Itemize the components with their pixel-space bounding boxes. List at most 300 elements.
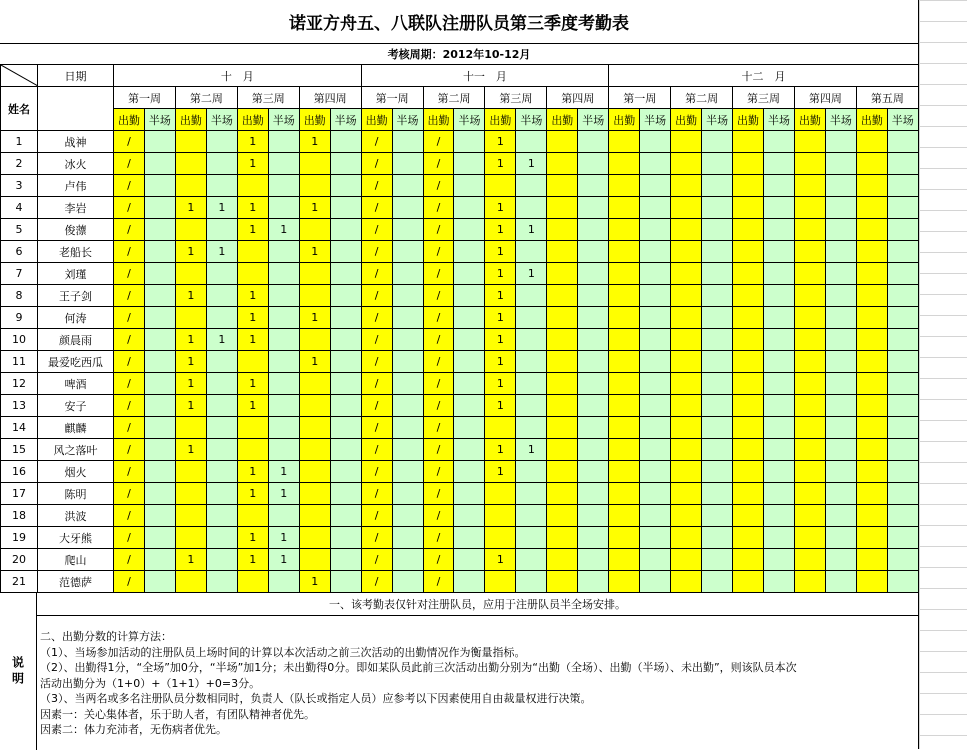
attendance-cell[interactable] (454, 505, 485, 527)
attendance-cell[interactable] (825, 219, 856, 241)
attendance-cell[interactable] (764, 505, 795, 527)
attendance-cell[interactable] (609, 263, 640, 285)
attendance-cell[interactable] (268, 395, 299, 417)
attendance-cell[interactable] (144, 571, 175, 593)
attendance-cell[interactable] (516, 461, 547, 483)
attendance-cell[interactable] (516, 395, 547, 417)
attendance-cell[interactable]: 1 (237, 219, 268, 241)
attendance-cell[interactable] (454, 241, 485, 263)
attendance-cell[interactable] (887, 483, 918, 505)
attendance-cell[interactable] (640, 307, 671, 329)
attendance-cell[interactable] (825, 505, 856, 527)
attendance-cell[interactable] (856, 197, 887, 219)
attendance-cell[interactable] (764, 197, 795, 219)
attendance-cell[interactable] (609, 241, 640, 263)
attendance-cell[interactable] (794, 219, 825, 241)
attendance-cell[interactable] (702, 285, 733, 307)
attendance-cell[interactable] (733, 351, 764, 373)
attendance-cell[interactable] (764, 307, 795, 329)
attendance-cell[interactable] (268, 417, 299, 439)
attendance-cell[interactable] (702, 153, 733, 175)
attendance-cell[interactable] (671, 307, 702, 329)
attendance-cell[interactable]: / (423, 241, 454, 263)
attendance-cell[interactable] (609, 527, 640, 549)
attendance-cell[interactable] (485, 571, 516, 593)
attendance-cell[interactable] (268, 241, 299, 263)
attendance-cell[interactable] (330, 329, 361, 351)
attendance-cell[interactable] (454, 417, 485, 439)
attendance-cell[interactable] (609, 329, 640, 351)
attendance-cell[interactable] (392, 549, 423, 571)
attendance-cell[interactable]: 1 (485, 461, 516, 483)
attendance-cell[interactable]: / (361, 395, 392, 417)
attendance-cell[interactable] (547, 175, 578, 197)
attendance-cell[interactable] (702, 439, 733, 461)
attendance-cell[interactable]: / (114, 307, 145, 329)
attendance-cell[interactable] (144, 285, 175, 307)
attendance-cell[interactable] (299, 549, 330, 571)
attendance-cell[interactable] (764, 373, 795, 395)
attendance-cell[interactable] (640, 197, 671, 219)
attendance-cell[interactable] (856, 395, 887, 417)
attendance-cell[interactable] (702, 131, 733, 153)
attendance-cell[interactable] (887, 373, 918, 395)
attendance-cell[interactable]: / (361, 461, 392, 483)
attendance-cell[interactable] (237, 571, 268, 593)
attendance-cell[interactable] (206, 131, 237, 153)
attendance-cell[interactable] (516, 329, 547, 351)
attendance-cell[interactable] (887, 461, 918, 483)
attendance-cell[interactable] (702, 175, 733, 197)
member-name[interactable]: 刘瑾 (38, 263, 114, 285)
attendance-cell[interactable] (175, 461, 206, 483)
attendance-cell[interactable] (887, 153, 918, 175)
attendance-cell[interactable] (794, 329, 825, 351)
attendance-cell[interactable] (175, 263, 206, 285)
attendance-cell[interactable] (764, 285, 795, 307)
attendance-cell[interactable] (733, 263, 764, 285)
attendance-cell[interactable]: 1 (237, 153, 268, 175)
attendance-cell[interactable] (206, 219, 237, 241)
attendance-cell[interactable] (392, 351, 423, 373)
attendance-cell[interactable] (547, 351, 578, 373)
attendance-cell[interactable] (516, 285, 547, 307)
attendance-cell[interactable]: 1 (485, 395, 516, 417)
attendance-cell[interactable] (856, 131, 887, 153)
attendance-cell[interactable] (609, 285, 640, 307)
attendance-cell[interactable] (454, 527, 485, 549)
attendance-cell[interactable] (206, 175, 237, 197)
attendance-cell[interactable] (268, 571, 299, 593)
attendance-cell[interactable] (454, 131, 485, 153)
attendance-cell[interactable] (516, 241, 547, 263)
attendance-cell[interactable]: / (114, 263, 145, 285)
attendance-cell[interactable] (268, 329, 299, 351)
attendance-cell[interactable] (794, 175, 825, 197)
attendance-cell[interactable] (454, 175, 485, 197)
attendance-cell[interactable] (640, 285, 671, 307)
attendance-cell[interactable] (640, 505, 671, 527)
attendance-cell[interactable] (299, 175, 330, 197)
attendance-cell[interactable]: 1 (516, 263, 547, 285)
attendance-cell[interactable] (856, 175, 887, 197)
attendance-cell[interactable] (144, 505, 175, 527)
attendance-cell[interactable]: 1 (299, 571, 330, 593)
attendance-cell[interactable] (206, 351, 237, 373)
attendance-cell[interactable] (609, 439, 640, 461)
attendance-cell[interactable] (454, 483, 485, 505)
attendance-cell[interactable] (144, 219, 175, 241)
attendance-cell[interactable] (702, 417, 733, 439)
attendance-cell[interactable]: 1 (485, 153, 516, 175)
attendance-cell[interactable]: / (114, 153, 145, 175)
attendance-cell[interactable]: 1 (175, 373, 206, 395)
attendance-cell[interactable]: 1 (516, 439, 547, 461)
attendance-cell[interactable]: / (361, 439, 392, 461)
attendance-cell[interactable]: 1 (175, 439, 206, 461)
member-name[interactable]: 卢伟 (38, 175, 114, 197)
attendance-cell[interactable]: 1 (516, 153, 547, 175)
attendance-cell[interactable] (392, 527, 423, 549)
attendance-cell[interactable]: / (361, 505, 392, 527)
attendance-cell[interactable] (640, 219, 671, 241)
attendance-cell[interactable] (454, 285, 485, 307)
attendance-cell[interactable] (825, 131, 856, 153)
member-name[interactable]: 风之落叶 (38, 439, 114, 461)
attendance-cell[interactable] (144, 351, 175, 373)
attendance-cell[interactable]: 1 (237, 549, 268, 571)
attendance-cell[interactable] (640, 549, 671, 571)
attendance-cell[interactable]: / (114, 351, 145, 373)
attendance-cell[interactable] (733, 241, 764, 263)
attendance-cell[interactable] (856, 285, 887, 307)
attendance-cell[interactable] (671, 351, 702, 373)
attendance-cell[interactable]: / (423, 263, 454, 285)
attendance-cell[interactable]: / (361, 219, 392, 241)
attendance-cell[interactable]: / (423, 131, 454, 153)
attendance-cell[interactable] (856, 219, 887, 241)
attendance-cell[interactable] (454, 197, 485, 219)
attendance-cell[interactable] (764, 241, 795, 263)
attendance-cell[interactable] (330, 461, 361, 483)
attendance-cell[interactable]: 1 (485, 263, 516, 285)
attendance-cell[interactable] (702, 483, 733, 505)
attendance-cell[interactable] (268, 307, 299, 329)
attendance-cell[interactable] (144, 241, 175, 263)
attendance-cell[interactable] (671, 549, 702, 571)
attendance-cell[interactable] (547, 417, 578, 439)
attendance-cell[interactable] (733, 505, 764, 527)
attendance-cell[interactable]: 1 (299, 307, 330, 329)
attendance-cell[interactable] (856, 505, 887, 527)
attendance-cell[interactable]: 1 (268, 549, 299, 571)
attendance-cell[interactable] (856, 329, 887, 351)
attendance-cell[interactable] (516, 175, 547, 197)
attendance-cell[interactable] (392, 285, 423, 307)
attendance-cell[interactable] (330, 351, 361, 373)
attendance-cell[interactable] (299, 439, 330, 461)
attendance-cell[interactable]: 1 (485, 549, 516, 571)
attendance-cell[interactable] (825, 241, 856, 263)
attendance-cell[interactable] (392, 307, 423, 329)
attendance-cell[interactable] (671, 527, 702, 549)
attendance-cell[interactable] (299, 417, 330, 439)
attendance-cell[interactable] (392, 197, 423, 219)
attendance-cell[interactable]: / (423, 219, 454, 241)
attendance-cell[interactable] (454, 549, 485, 571)
member-name[interactable]: 老船长 (38, 241, 114, 263)
attendance-cell[interactable] (299, 263, 330, 285)
attendance-cell[interactable] (609, 395, 640, 417)
attendance-cell[interactable] (794, 263, 825, 285)
attendance-cell[interactable]: 1 (299, 131, 330, 153)
attendance-cell[interactable] (609, 373, 640, 395)
attendance-cell[interactable]: 1 (175, 241, 206, 263)
attendance-cell[interactable] (671, 571, 702, 593)
member-name[interactable]: 战神 (38, 131, 114, 153)
attendance-cell[interactable] (578, 483, 609, 505)
attendance-cell[interactable] (392, 417, 423, 439)
attendance-cell[interactable]: 1 (485, 285, 516, 307)
attendance-cell[interactable] (764, 131, 795, 153)
attendance-cell[interactable]: / (114, 175, 145, 197)
attendance-cell[interactable] (206, 395, 237, 417)
attendance-cell[interactable]: / (361, 197, 392, 219)
attendance-cell[interactable] (794, 373, 825, 395)
attendance-cell[interactable] (609, 307, 640, 329)
attendance-cell[interactable] (330, 395, 361, 417)
attendance-cell[interactable] (144, 329, 175, 351)
attendance-cell[interactable] (206, 373, 237, 395)
attendance-cell[interactable] (547, 505, 578, 527)
attendance-cell[interactable] (237, 263, 268, 285)
attendance-cell[interactable] (794, 241, 825, 263)
attendance-cell[interactable] (268, 131, 299, 153)
attendance-cell[interactable] (485, 505, 516, 527)
attendance-cell[interactable] (547, 131, 578, 153)
attendance-cell[interactable] (454, 219, 485, 241)
attendance-cell[interactable]: / (361, 527, 392, 549)
attendance-cell[interactable] (825, 417, 856, 439)
member-name[interactable]: 大牙熊 (38, 527, 114, 549)
attendance-cell[interactable]: / (114, 219, 145, 241)
attendance-cell[interactable] (702, 461, 733, 483)
attendance-cell[interactable] (144, 153, 175, 175)
attendance-cell[interactable] (330, 527, 361, 549)
attendance-cell[interactable]: / (423, 285, 454, 307)
attendance-cell[interactable]: / (361, 483, 392, 505)
attendance-cell[interactable] (578, 241, 609, 263)
attendance-cell[interactable] (640, 241, 671, 263)
attendance-cell[interactable] (764, 219, 795, 241)
attendance-cell[interactable] (268, 263, 299, 285)
attendance-cell[interactable] (206, 285, 237, 307)
attendance-cell[interactable] (640, 329, 671, 351)
attendance-cell[interactable] (578, 175, 609, 197)
attendance-cell[interactable]: / (423, 461, 454, 483)
attendance-cell[interactable] (764, 527, 795, 549)
attendance-cell[interactable] (856, 153, 887, 175)
attendance-cell[interactable] (887, 197, 918, 219)
attendance-cell[interactable] (671, 373, 702, 395)
attendance-cell[interactable] (764, 417, 795, 439)
attendance-cell[interactable]: / (361, 263, 392, 285)
attendance-cell[interactable] (702, 263, 733, 285)
attendance-cell[interactable]: / (114, 505, 145, 527)
attendance-cell[interactable]: / (423, 527, 454, 549)
attendance-cell[interactable] (206, 461, 237, 483)
attendance-cell[interactable] (516, 131, 547, 153)
attendance-cell[interactable] (516, 549, 547, 571)
attendance-cell[interactable]: / (361, 131, 392, 153)
attendance-cell[interactable]: / (423, 307, 454, 329)
attendance-cell[interactable]: 1 (299, 197, 330, 219)
attendance-cell[interactable] (794, 439, 825, 461)
attendance-cell[interactable] (516, 505, 547, 527)
attendance-cell[interactable]: 1 (485, 329, 516, 351)
attendance-cell[interactable]: / (114, 395, 145, 417)
attendance-cell[interactable] (609, 483, 640, 505)
attendance-cell[interactable]: 1 (175, 549, 206, 571)
attendance-cell[interactable] (671, 395, 702, 417)
attendance-cell[interactable] (825, 439, 856, 461)
attendance-cell[interactable]: / (423, 439, 454, 461)
attendance-cell[interactable] (702, 219, 733, 241)
attendance-cell[interactable] (268, 285, 299, 307)
attendance-cell[interactable]: 1 (268, 527, 299, 549)
attendance-cell[interactable] (268, 153, 299, 175)
attendance-cell[interactable] (485, 175, 516, 197)
attendance-cell[interactable] (547, 549, 578, 571)
attendance-cell[interactable] (733, 197, 764, 219)
attendance-cell[interactable]: 1 (175, 351, 206, 373)
attendance-cell[interactable] (794, 549, 825, 571)
attendance-cell[interactable] (702, 351, 733, 373)
attendance-cell[interactable] (825, 483, 856, 505)
attendance-cell[interactable]: 1 (299, 241, 330, 263)
attendance-cell[interactable] (856, 241, 887, 263)
attendance-cell[interactable] (330, 505, 361, 527)
attendance-cell[interactable] (206, 439, 237, 461)
member-name[interactable]: 烟火 (38, 461, 114, 483)
attendance-cell[interactable] (887, 241, 918, 263)
attendance-cell[interactable]: / (114, 549, 145, 571)
attendance-cell[interactable]: / (423, 549, 454, 571)
attendance-cell[interactable] (206, 263, 237, 285)
attendance-cell[interactable] (578, 263, 609, 285)
attendance-cell[interactable]: 1 (237, 395, 268, 417)
attendance-cell[interactable]: / (114, 439, 145, 461)
attendance-cell[interactable] (702, 505, 733, 527)
attendance-cell[interactable] (733, 461, 764, 483)
attendance-cell[interactable] (702, 329, 733, 351)
attendance-cell[interactable] (175, 505, 206, 527)
attendance-cell[interactable] (330, 307, 361, 329)
attendance-cell[interactable] (887, 571, 918, 593)
attendance-cell[interactable] (764, 153, 795, 175)
attendance-cell[interactable]: / (361, 175, 392, 197)
attendance-cell[interactable] (887, 351, 918, 373)
attendance-cell[interactable] (547, 219, 578, 241)
attendance-cell[interactable] (454, 395, 485, 417)
attendance-cell[interactable] (671, 219, 702, 241)
attendance-cell[interactable] (702, 527, 733, 549)
attendance-cell[interactable] (206, 153, 237, 175)
attendance-cell[interactable] (454, 373, 485, 395)
attendance-cell[interactable]: 1 (206, 329, 237, 351)
attendance-cell[interactable] (516, 483, 547, 505)
attendance-cell[interactable] (516, 527, 547, 549)
attendance-cell[interactable] (764, 175, 795, 197)
attendance-cell[interactable] (268, 175, 299, 197)
attendance-cell[interactable] (578, 417, 609, 439)
attendance-cell[interactable] (764, 549, 795, 571)
attendance-cell[interactable] (794, 307, 825, 329)
attendance-cell[interactable]: 1 (206, 241, 237, 263)
attendance-cell[interactable] (609, 175, 640, 197)
attendance-cell[interactable] (764, 329, 795, 351)
member-name[interactable]: 洪波 (38, 505, 114, 527)
attendance-cell[interactable]: / (114, 461, 145, 483)
attendance-cell[interactable] (764, 571, 795, 593)
attendance-cell[interactable] (454, 571, 485, 593)
attendance-cell[interactable] (794, 571, 825, 593)
attendance-cell[interactable] (764, 461, 795, 483)
attendance-cell[interactable] (578, 527, 609, 549)
member-name[interactable]: 最爱吃西瓜 (38, 351, 114, 373)
attendance-cell[interactable] (299, 461, 330, 483)
attendance-cell[interactable] (547, 285, 578, 307)
attendance-cell[interactable] (856, 527, 887, 549)
attendance-cell[interactable] (794, 197, 825, 219)
attendance-cell[interactable] (578, 197, 609, 219)
attendance-cell[interactable]: / (114, 197, 145, 219)
attendance-cell[interactable] (392, 483, 423, 505)
attendance-cell[interactable] (299, 527, 330, 549)
member-name[interactable]: 何涛 (38, 307, 114, 329)
attendance-cell[interactable]: 1 (206, 197, 237, 219)
attendance-cell[interactable] (330, 175, 361, 197)
attendance-cell[interactable] (825, 175, 856, 197)
attendance-cell[interactable]: 1 (268, 461, 299, 483)
attendance-cell[interactable] (609, 131, 640, 153)
attendance-cell[interactable] (454, 439, 485, 461)
attendance-cell[interactable] (794, 461, 825, 483)
attendance-cell[interactable] (578, 549, 609, 571)
attendance-cell[interactable] (547, 439, 578, 461)
attendance-cell[interactable] (609, 219, 640, 241)
attendance-cell[interactable] (640, 417, 671, 439)
attendance-cell[interactable] (733, 219, 764, 241)
attendance-cell[interactable]: / (423, 153, 454, 175)
attendance-cell[interactable]: / (114, 329, 145, 351)
attendance-cell[interactable] (547, 307, 578, 329)
attendance-cell[interactable] (547, 241, 578, 263)
attendance-cell[interactable] (856, 351, 887, 373)
attendance-cell[interactable] (578, 373, 609, 395)
attendance-cell[interactable]: / (114, 527, 145, 549)
attendance-cell[interactable] (144, 197, 175, 219)
attendance-cell[interactable] (547, 395, 578, 417)
attendance-cell[interactable]: 1 (237, 483, 268, 505)
attendance-cell[interactable]: / (114, 285, 145, 307)
attendance-cell[interactable] (702, 571, 733, 593)
attendance-cell[interactable] (237, 351, 268, 373)
attendance-cell[interactable] (733, 527, 764, 549)
attendance-cell[interactable] (887, 417, 918, 439)
attendance-cell[interactable] (609, 549, 640, 571)
attendance-cell[interactable]: / (114, 483, 145, 505)
